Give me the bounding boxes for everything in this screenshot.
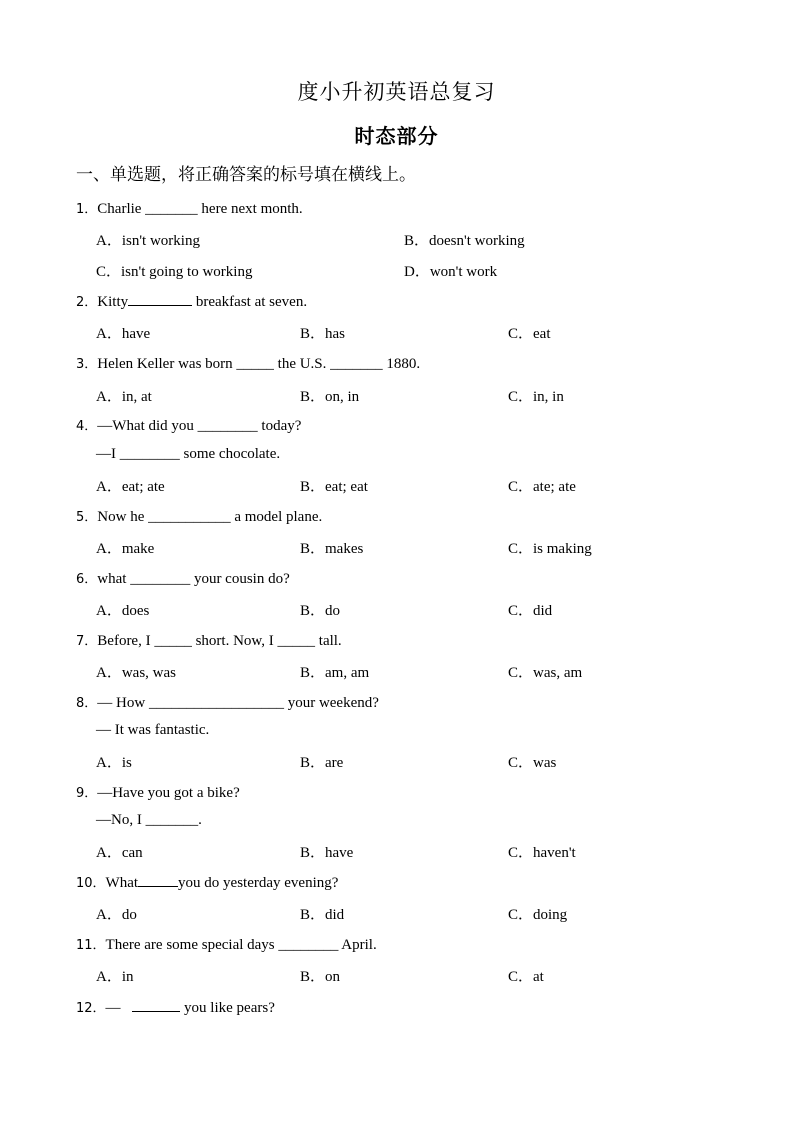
question-number: 10．: [76, 876, 106, 891]
question-stem: Charlie _______ here next month.: [97, 201, 303, 217]
option-a[interactable]: A．eat; ate: [96, 479, 165, 495]
option-c[interactable]: C．eat: [508, 326, 551, 342]
option-c[interactable]: C．at: [508, 969, 544, 985]
option-c[interactable]: C．did: [508, 603, 553, 619]
question-number: 6．: [76, 572, 98, 587]
question-stem: —What did you ________ today?: [97, 418, 302, 434]
question-7: [76, 630, 342, 650]
question-number: 9．: [76, 786, 98, 801]
question-number: 1．: [76, 202, 98, 217]
option-a[interactable]: A．is: [96, 755, 132, 771]
option-c[interactable]: C．is making: [508, 541, 592, 557]
question-stem: Before, I _____ short. Now, I _____ tall.: [97, 633, 342, 649]
option-a[interactable]: A．in: [96, 969, 134, 985]
option-c[interactable]: C．ate; ate: [508, 479, 576, 495]
question-6: [76, 568, 290, 588]
option-c[interactable]: C．was: [508, 755, 557, 771]
question-8: [76, 692, 379, 712]
question-number: 12．: [76, 1001, 106, 1016]
option-b[interactable]: B．makes: [300, 541, 364, 557]
option-b[interactable]: B．has: [300, 326, 346, 342]
option-d[interactable]: D．won't work: [404, 264, 498, 280]
question-stem: Now he ___________ a model plane.: [97, 509, 323, 525]
option-b[interactable]: B．on: [300, 969, 341, 985]
option-b[interactable]: B．are: [300, 755, 344, 771]
option-c[interactable]: C．isn't going to working: [96, 264, 253, 280]
page-subtitle: 时态部分: [354, 124, 439, 148]
question-stem: —Have you got a bike?: [97, 785, 240, 801]
question-number: 7．: [76, 634, 98, 649]
option-b[interactable]: B．doesn't working: [404, 233, 525, 249]
option-a[interactable]: A．have: [96, 326, 151, 342]
option-c[interactable]: C．doing: [508, 907, 568, 923]
question-number: 3．: [76, 357, 98, 372]
question-stem-end: you do yesterday evening?: [178, 875, 339, 891]
section-heading: 一、单选题，将正确答案的标号填在横线上。: [76, 165, 416, 185]
question-stem: what ________ your cousin do?: [97, 571, 290, 587]
option-a[interactable]: A．isn't working: [96, 233, 200, 249]
question-2: [76, 291, 307, 311]
question-4: [76, 415, 301, 435]
question-number: 8．: [76, 696, 98, 711]
question-number: 2．: [76, 295, 98, 310]
question-11: [76, 934, 377, 954]
question-stem-start: What: [105, 875, 139, 891]
question-12: [76, 997, 275, 1017]
option-a[interactable]: A．does: [96, 603, 150, 619]
option-a[interactable]: A．make: [96, 541, 155, 557]
answer-blank[interactable]: [138, 874, 178, 887]
answer-blank[interactable]: [128, 293, 192, 306]
question-stem: Helen Keller was born _____ the U.S. _______ 1880.: [97, 356, 421, 372]
option-b[interactable]: B．on, in: [300, 389, 360, 405]
question-number: 11．: [76, 938, 106, 953]
option-a[interactable]: A．in, at: [96, 389, 152, 405]
question-9-line-2: —No, I _______.: [96, 812, 202, 828]
question-10: [76, 872, 338, 892]
question-1: [76, 198, 303, 218]
option-c[interactable]: C．was, am: [508, 665, 583, 681]
option-b[interactable]: B．do: [300, 603, 341, 619]
question-4-line-2: —I ________ some chocolate.: [96, 446, 281, 462]
option-a[interactable]: A．can: [96, 845, 143, 861]
option-b[interactable]: B．eat; eat: [300, 479, 368, 495]
question-5: [76, 506, 322, 526]
option-b[interactable]: B．have: [300, 845, 354, 861]
answer-blank[interactable]: [132, 999, 180, 1012]
question-8-line-2: — It was fantastic.: [96, 722, 210, 738]
option-b[interactable]: B．did: [300, 907, 345, 923]
question-stem-start: —: [105, 1000, 125, 1016]
question-3: [76, 353, 420, 373]
option-a[interactable]: A．do: [96, 907, 137, 923]
option-c[interactable]: C．in, in: [508, 389, 564, 405]
option-c[interactable]: C．haven't: [508, 845, 576, 861]
option-a[interactable]: A．was, was: [96, 665, 176, 681]
question-stem-end: you like pears?: [180, 1000, 275, 1016]
question-stem: There are some special days ________ April.: [105, 937, 377, 953]
question-number: 5．: [76, 510, 98, 525]
question-stem-start: Kitty: [97, 294, 129, 310]
question-number: 4．: [76, 419, 98, 434]
question-stem: — How __________________ your weekend?: [97, 695, 379, 711]
page-title: 度小升初英语总复习: [297, 80, 496, 104]
question-stem-end: breakfast at seven.: [192, 294, 308, 310]
option-b[interactable]: B．am, am: [300, 665, 370, 681]
question-9: [76, 782, 240, 802]
